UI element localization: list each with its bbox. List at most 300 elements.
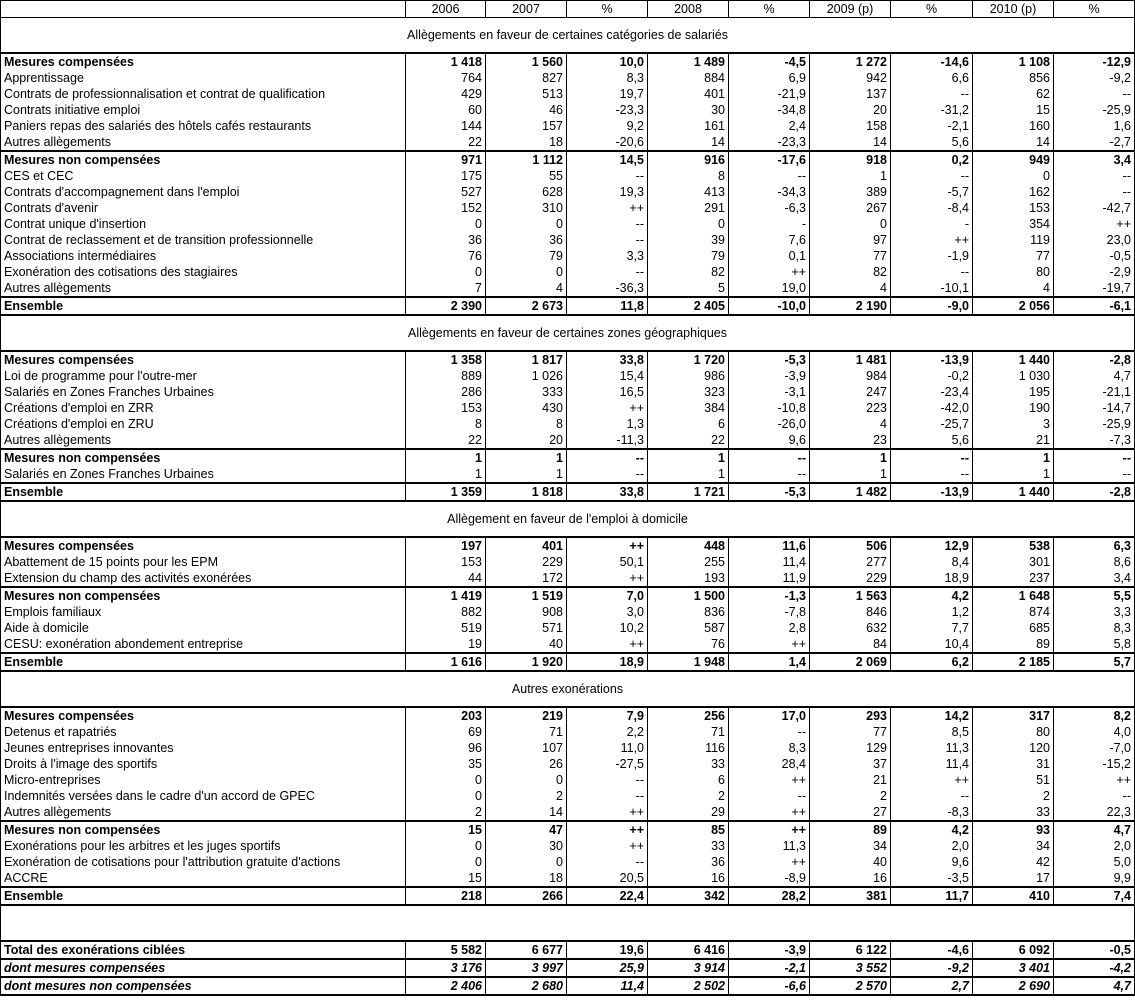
value-cell: 1 440 <box>973 483 1054 501</box>
value-cell: -9,2 <box>1054 70 1135 86</box>
value-cell: 9,9 <box>1054 870 1135 887</box>
value-cell: 856 <box>973 70 1054 86</box>
value-cell: ++ <box>729 804 810 821</box>
value-cell: 0,1 <box>729 248 810 264</box>
value-cell: ++ <box>567 821 648 838</box>
value-cell: -4,2 <box>1054 959 1135 977</box>
value-cell: 2 390 <box>406 297 486 315</box>
value-cell: 71 <box>486 724 567 740</box>
section-title: Allègement en faveur de l'emploi à domicile <box>1 501 1135 537</box>
value-cell: 34 <box>810 838 891 854</box>
value-cell: 93 <box>973 821 1054 838</box>
row-label: Paniers repas des salariés des hôtels cafés restaurants <box>1 118 406 134</box>
value-cell: -6,3 <box>729 200 810 216</box>
value-cell: 5,6 <box>891 432 973 449</box>
value-cell: 11,3 <box>729 838 810 854</box>
row-label: Total des exonérations ciblées <box>1 941 406 959</box>
table-row <box>1 432 1135 449</box>
row-label: Autres allègements <box>1 134 406 151</box>
column-header: 2008 <box>648 1 729 18</box>
value-cell: -0,5 <box>1054 248 1135 264</box>
row-label: Salariés en Zones Franches Urbaines <box>1 384 406 400</box>
value-cell: -21,1 <box>1054 384 1135 400</box>
value-cell: 28,2 <box>729 887 810 905</box>
value-cell: 448 <box>648 537 729 554</box>
value-cell: 1 440 <box>973 351 1054 368</box>
value-cell: 27 <box>810 804 891 821</box>
value-cell: 942 <box>810 70 891 86</box>
value-cell: 84 <box>810 636 891 653</box>
section-title-row <box>1 18 1135 54</box>
value-cell: 19 <box>406 636 486 653</box>
section-title-row <box>1 501 1135 537</box>
value-cell: -2,1 <box>891 118 973 134</box>
value-cell: 8 <box>406 416 486 432</box>
table-row <box>1 772 1135 788</box>
value-cell: 20 <box>810 102 891 118</box>
value-cell: 50,1 <box>567 554 648 570</box>
value-cell: 2 570 <box>810 977 891 995</box>
ensemble-row <box>1 653 1135 671</box>
value-cell: 0 <box>406 264 486 280</box>
value-cell: 1 817 <box>486 351 567 368</box>
value-cell: 36 <box>648 854 729 870</box>
value-cell: -2,8 <box>1054 351 1135 368</box>
value-cell: 11,4 <box>891 756 973 772</box>
table-row <box>1 264 1135 280</box>
value-cell: 14 <box>973 134 1054 151</box>
value-cell: -7,8 <box>729 604 810 620</box>
value-cell: -- <box>729 449 810 466</box>
value-cell: 889 <box>406 368 486 384</box>
value-cell: 410 <box>973 887 1054 905</box>
value-cell: 918 <box>810 151 891 168</box>
value-cell: 129 <box>810 740 891 756</box>
value-cell: 144 <box>406 118 486 134</box>
row-label: Autres allègements <box>1 804 406 821</box>
row-label: Droits à l'image des sportifs <box>1 756 406 772</box>
value-cell: 1 <box>648 449 729 466</box>
subtotal-row <box>1 707 1135 724</box>
value-cell: 79 <box>648 248 729 264</box>
value-cell: 8,3 <box>1054 620 1135 636</box>
value-cell: 8,4 <box>891 554 973 570</box>
value-cell: 85 <box>648 821 729 838</box>
value-cell: 14,5 <box>567 151 648 168</box>
row-label: Mesures non compensées <box>1 151 406 168</box>
value-cell: 1,6 <box>1054 118 1135 134</box>
value-cell: 82 <box>648 264 729 280</box>
ensemble-row <box>1 887 1135 905</box>
value-cell: 89 <box>973 636 1054 653</box>
column-header: 2007 <box>486 1 567 18</box>
value-cell: 7,6 <box>729 232 810 248</box>
value-cell: 6,6 <box>891 70 973 86</box>
value-cell: 11,6 <box>729 537 810 554</box>
value-cell: -- <box>567 168 648 184</box>
value-cell: 47 <box>486 821 567 838</box>
column-header: % <box>567 1 648 18</box>
value-cell: 76 <box>648 636 729 653</box>
row-label: Ensemble <box>1 297 406 315</box>
value-cell: 2 <box>810 788 891 804</box>
value-cell: 22,4 <box>567 887 648 905</box>
value-cell: 381 <box>810 887 891 905</box>
value-cell: 0 <box>810 216 891 232</box>
value-cell: 14 <box>486 804 567 821</box>
value-cell: -- <box>1054 788 1135 804</box>
value-cell: 71 <box>648 724 729 740</box>
table-row <box>1 184 1135 200</box>
value-cell: - <box>891 216 973 232</box>
value-cell: 116 <box>648 740 729 756</box>
value-cell: 1 <box>648 466 729 483</box>
table-row <box>1 554 1135 570</box>
value-cell: 2 680 <box>486 977 567 995</box>
value-cell: -15,2 <box>1054 756 1135 772</box>
value-cell: 223 <box>810 400 891 416</box>
section-title-row <box>1 315 1135 351</box>
value-cell: 1 519 <box>486 587 567 604</box>
value-cell: -2,9 <box>1054 264 1135 280</box>
value-cell: 34 <box>973 838 1054 854</box>
value-cell: -23,3 <box>567 102 648 118</box>
value-cell: -4,6 <box>891 941 973 959</box>
value-cell: 389 <box>810 184 891 200</box>
column-header: 2009 (p) <box>810 1 891 18</box>
value-cell: 1,2 <box>891 604 973 620</box>
value-cell: 97 <box>810 232 891 248</box>
value-cell: 22 <box>406 134 486 151</box>
value-cell: 33 <box>648 756 729 772</box>
ensemble-row <box>1 297 1135 315</box>
table-row <box>1 118 1135 134</box>
value-cell: 25,9 <box>567 959 648 977</box>
row-label: Salariés en Zones Franches Urbaines <box>1 466 406 483</box>
value-cell: 31 <box>973 756 1054 772</box>
value-cell: -5,7 <box>891 184 973 200</box>
value-cell: ++ <box>891 232 973 248</box>
value-cell: 310 <box>486 200 567 216</box>
value-cell: ++ <box>567 838 648 854</box>
value-cell: ++ <box>729 264 810 280</box>
row-label: Mesures compensées <box>1 537 406 554</box>
value-cell: 4,7 <box>1054 368 1135 384</box>
value-cell: 12,9 <box>891 537 973 554</box>
value-cell: 46 <box>486 102 567 118</box>
value-cell: 3 552 <box>810 959 891 977</box>
value-cell: 401 <box>486 537 567 554</box>
value-cell: 229 <box>486 554 567 570</box>
value-cell: 23,0 <box>1054 232 1135 248</box>
value-cell: 0 <box>486 216 567 232</box>
value-cell: -5,3 <box>729 483 810 501</box>
value-cell: 1 482 <box>810 483 891 501</box>
value-cell: 884 <box>648 70 729 86</box>
value-cell: -26,0 <box>729 416 810 432</box>
value-cell: -0,5 <box>1054 941 1135 959</box>
value-cell: 4,7 <box>1054 821 1135 838</box>
value-cell: -- <box>1054 184 1135 200</box>
value-cell: 333 <box>486 384 567 400</box>
value-cell: 6 416 <box>648 941 729 959</box>
value-cell: 152 <box>406 200 486 216</box>
value-cell: 89 <box>810 821 891 838</box>
value-cell: 16 <box>648 870 729 887</box>
value-cell: -- <box>891 86 973 102</box>
value-cell: 0,2 <box>891 151 973 168</box>
value-cell: 30 <box>486 838 567 854</box>
value-cell: 1 489 <box>648 53 729 70</box>
value-cell: 2 406 <box>406 977 486 995</box>
column-header: % <box>729 1 810 18</box>
value-cell: ++ <box>567 400 648 416</box>
ensemble-row <box>1 483 1135 501</box>
value-cell: 33 <box>648 838 729 854</box>
value-cell: 317 <box>973 707 1054 724</box>
value-cell: 1 418 <box>406 53 486 70</box>
value-cell: 8 <box>648 168 729 184</box>
value-cell: 22 <box>648 432 729 449</box>
row-label: CES et CEC <box>1 168 406 184</box>
value-cell: 1 <box>810 449 891 466</box>
value-cell: -10,1 <box>891 280 973 297</box>
value-cell: 3,4 <box>1054 151 1135 168</box>
value-cell: 8,2 <box>1054 707 1135 724</box>
row-label: dont mesures compensées <box>1 959 406 977</box>
value-cell: 1 648 <box>973 587 1054 604</box>
value-cell: 80 <box>973 264 1054 280</box>
value-cell: 162 <box>973 184 1054 200</box>
value-cell: -12,9 <box>1054 53 1135 70</box>
total-row <box>1 977 1135 995</box>
value-cell: 1 112 <box>486 151 567 168</box>
value-cell: 14 <box>810 134 891 151</box>
table-row <box>1 740 1135 756</box>
value-cell: 40 <box>486 636 567 653</box>
value-cell: ++ <box>1054 772 1135 788</box>
value-cell: -23,4 <box>891 384 973 400</box>
value-cell: -- <box>1054 466 1135 483</box>
value-cell: 15 <box>406 821 486 838</box>
value-cell: -- <box>567 854 648 870</box>
row-label: Jeunes entreprises innovantes <box>1 740 406 756</box>
value-cell: 3 997 <box>486 959 567 977</box>
value-cell: -- <box>1054 86 1135 102</box>
value-cell: 2 056 <box>973 297 1054 315</box>
value-cell: 882 <box>406 604 486 620</box>
value-cell: -10,0 <box>729 297 810 315</box>
value-cell: 153 <box>406 554 486 570</box>
value-cell: -2,1 <box>729 959 810 977</box>
row-label: Mesures compensées <box>1 53 406 70</box>
table-row <box>1 200 1135 216</box>
value-cell: 119 <box>973 232 1054 248</box>
value-cell: -14,6 <box>891 53 973 70</box>
value-cell: 6,3 <box>1054 537 1135 554</box>
value-cell: 255 <box>648 554 729 570</box>
value-cell: 44 <box>406 570 486 587</box>
value-cell: 17 <box>973 870 1054 887</box>
value-cell: 1 108 <box>973 53 1054 70</box>
value-cell: 197 <box>406 537 486 554</box>
value-cell: -13,9 <box>891 483 973 501</box>
value-cell: 323 <box>648 384 729 400</box>
value-cell: 11,4 <box>567 977 648 995</box>
value-cell: -13,9 <box>891 351 973 368</box>
value-cell: 1 <box>973 449 1054 466</box>
value-cell: -25,7 <box>891 416 973 432</box>
value-cell: 40 <box>810 854 891 870</box>
table-row <box>1 416 1135 432</box>
value-cell: 15,4 <box>567 368 648 384</box>
value-cell: -34,3 <box>729 184 810 200</box>
row-label: CESU: exonération abondement entreprise <box>1 636 406 653</box>
value-cell: 949 <box>973 151 1054 168</box>
value-cell: 229 <box>810 570 891 587</box>
value-cell: 1 920 <box>486 653 567 671</box>
value-cell: 82 <box>810 264 891 280</box>
value-cell: 301 <box>973 554 1054 570</box>
table-row <box>1 604 1135 620</box>
value-cell: -- <box>729 466 810 483</box>
value-cell: 237 <box>973 570 1054 587</box>
value-cell: 3,4 <box>1054 570 1135 587</box>
value-cell: 0 <box>406 854 486 870</box>
table-row <box>1 724 1135 740</box>
value-cell: 9,6 <box>891 854 973 870</box>
value-cell: 218 <box>406 887 486 905</box>
table-row <box>1 168 1135 184</box>
value-cell: 77 <box>810 248 891 264</box>
row-label: Ensemble <box>1 483 406 501</box>
table-row <box>1 280 1135 297</box>
table-row <box>1 70 1135 86</box>
value-cell: 39 <box>648 232 729 248</box>
value-cell: -27,5 <box>567 756 648 772</box>
table-row <box>1 86 1135 102</box>
value-cell: 195 <box>973 384 1054 400</box>
table-row <box>1 134 1135 151</box>
value-cell: 15 <box>406 870 486 887</box>
section-title: Allègements en faveur de certaines catégories de salariés <box>1 18 1135 54</box>
value-cell: 0 <box>973 168 1054 184</box>
value-cell: -19,7 <box>1054 280 1135 297</box>
value-cell: 2 690 <box>973 977 1054 995</box>
value-cell: 7,4 <box>1054 887 1135 905</box>
value-cell: -25,9 <box>1054 416 1135 432</box>
value-cell: 4,2 <box>891 821 973 838</box>
value-cell: 14 <box>648 134 729 151</box>
value-cell: 429 <box>406 86 486 102</box>
value-cell: 190 <box>973 400 1054 416</box>
value-cell: -11,3 <box>567 432 648 449</box>
value-cell: 256 <box>648 707 729 724</box>
value-cell: 1 563 <box>810 587 891 604</box>
section-title-row <box>1 671 1135 707</box>
value-cell: 18,9 <box>891 570 973 587</box>
value-cell: 2 190 <box>810 297 891 315</box>
row-label: Contrats initiative emploi <box>1 102 406 118</box>
table-row <box>1 232 1135 248</box>
row-label: Contrat unique d'insertion <box>1 216 406 232</box>
value-cell: ++ <box>729 636 810 653</box>
value-cell: -- <box>891 264 973 280</box>
value-cell: 291 <box>648 200 729 216</box>
value-cell: 60 <box>406 102 486 118</box>
value-cell: 8,6 <box>1054 554 1135 570</box>
value-cell: 16,5 <box>567 384 648 400</box>
value-cell: 0 <box>406 838 486 854</box>
value-cell: 7,9 <box>567 707 648 724</box>
value-cell: 120 <box>973 740 1054 756</box>
table-row <box>1 870 1135 887</box>
value-cell: 413 <box>648 184 729 200</box>
value-cell: -0,2 <box>891 368 973 384</box>
value-cell: 1,3 <box>567 416 648 432</box>
value-cell: 19,6 <box>567 941 648 959</box>
value-cell: ++ <box>1054 216 1135 232</box>
value-cell: 1 948 <box>648 653 729 671</box>
value-cell: 30 <box>648 102 729 118</box>
value-cell: 1 818 <box>486 483 567 501</box>
value-cell: 19,7 <box>567 86 648 102</box>
column-header: % <box>1054 1 1135 18</box>
value-cell: 6 092 <box>973 941 1054 959</box>
value-cell: 3 176 <box>406 959 486 977</box>
value-cell: 77 <box>810 724 891 740</box>
value-cell: 0 <box>486 264 567 280</box>
value-cell: 33,8 <box>567 483 648 501</box>
table-row <box>1 854 1135 870</box>
value-cell: 1 560 <box>486 53 567 70</box>
value-cell: 51 <box>973 772 1054 788</box>
total-row <box>1 959 1135 977</box>
value-cell: 37 <box>810 756 891 772</box>
table-row <box>1 368 1135 384</box>
section-title: Allègements en faveur de certaines zones géographiques <box>1 315 1135 351</box>
value-cell: 6,2 <box>891 653 973 671</box>
value-cell: -42,0 <box>891 400 973 416</box>
value-cell: 219 <box>486 707 567 724</box>
value-cell: 986 <box>648 368 729 384</box>
value-cell: -8,4 <box>891 200 973 216</box>
value-cell: 5,0 <box>1054 854 1135 870</box>
value-cell: 3,3 <box>567 248 648 264</box>
table-row <box>1 400 1135 416</box>
value-cell: 3 <box>973 416 1054 432</box>
value-cell: 2,7 <box>891 977 973 995</box>
spacer-row <box>1 905 1135 941</box>
value-cell: 5 582 <box>406 941 486 959</box>
value-cell: 764 <box>406 70 486 86</box>
value-cell: 79 <box>486 248 567 264</box>
value-cell: 10,0 <box>567 53 648 70</box>
value-cell: -- <box>567 232 648 248</box>
value-cell: 20 <box>486 432 567 449</box>
value-cell: 984 <box>810 368 891 384</box>
section-title: Autres exonérations <box>1 671 1135 707</box>
value-cell: 5,5 <box>1054 587 1135 604</box>
value-cell: 35 <box>406 756 486 772</box>
row-label: Contrats d'avenir <box>1 200 406 216</box>
value-cell: ++ <box>729 854 810 870</box>
value-cell: 42 <box>973 854 1054 870</box>
value-cell: - <box>729 216 810 232</box>
row-label: Créations d'emploi en ZRR <box>1 400 406 416</box>
value-cell: -- <box>567 788 648 804</box>
value-cell: -36,3 <box>567 280 648 297</box>
